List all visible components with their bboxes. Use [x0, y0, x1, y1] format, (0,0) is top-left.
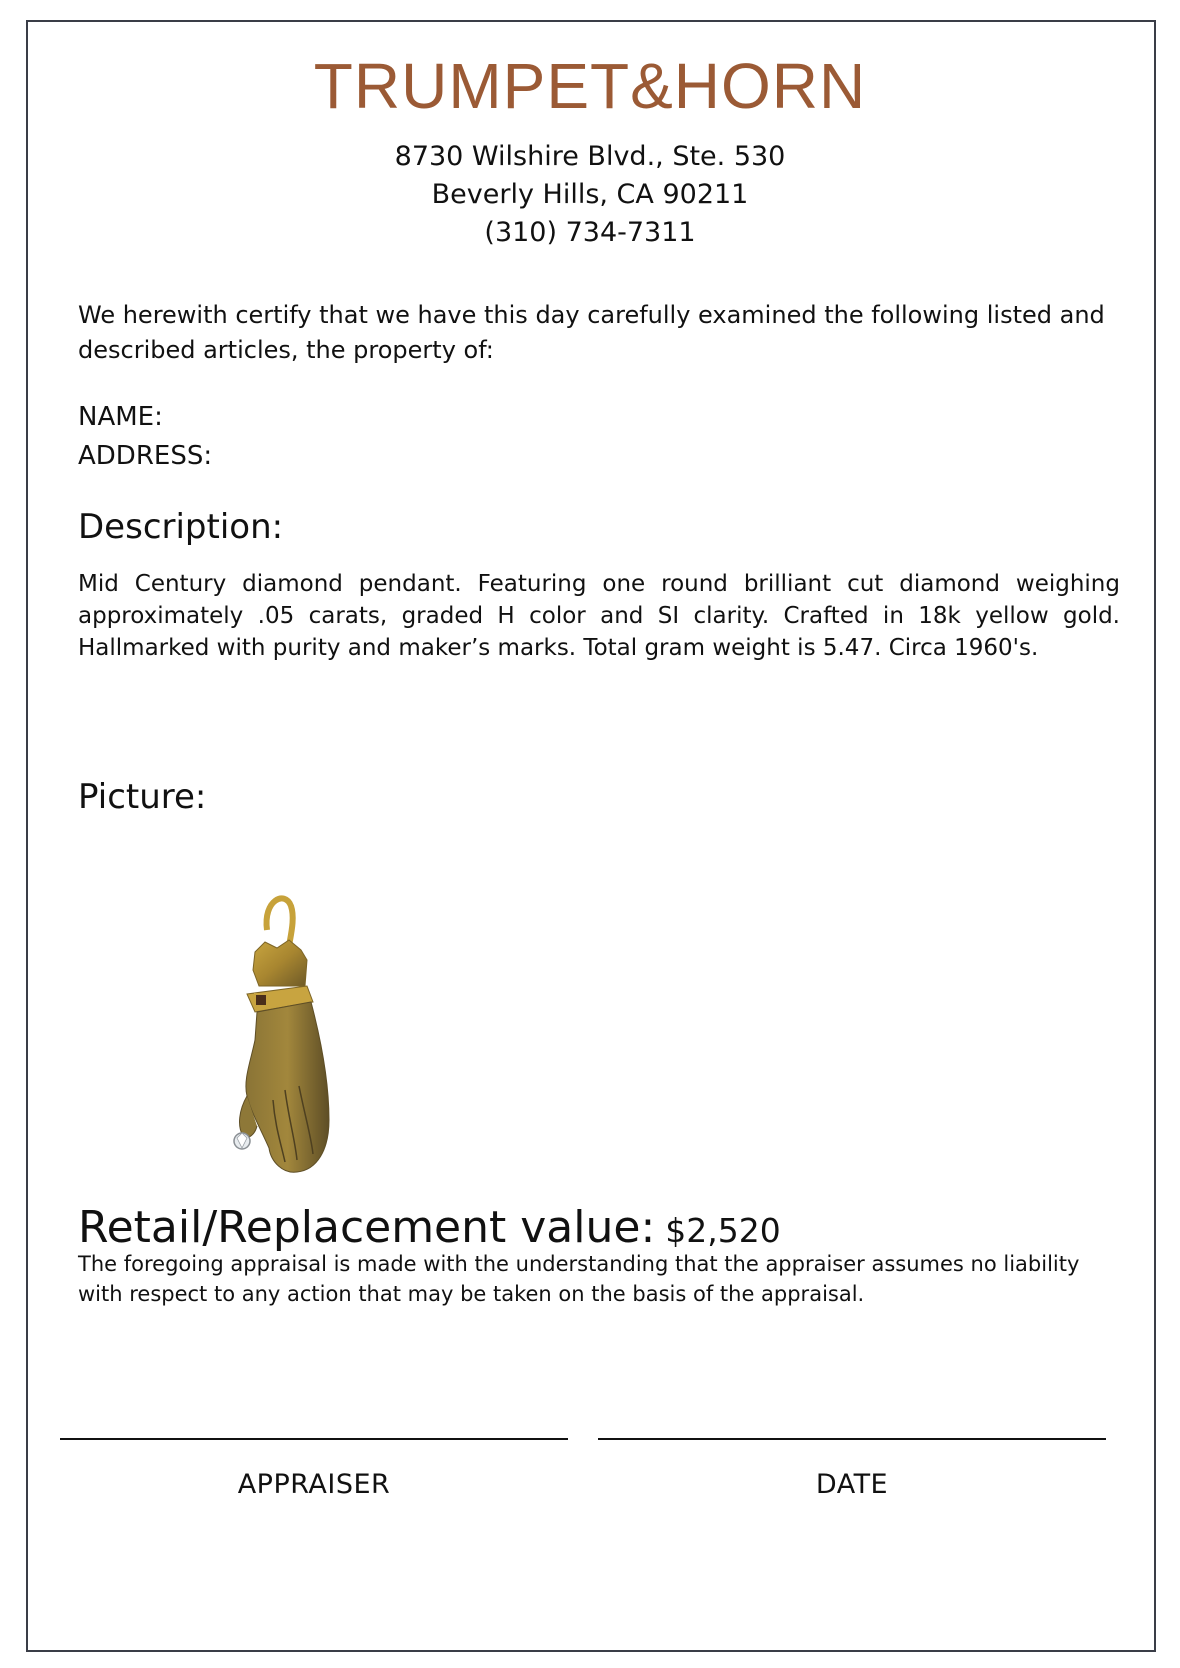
disclaimer-text: The foregoing appraisal is made with the understanding that the appraiser assumes no liability with respect to any action that may be taken on the basis of the appraisal.	[78, 1252, 1080, 1306]
pendant-photo	[225, 890, 385, 1190]
certification-statement: We herewith certify that we have this day carefully examined the following listed and described articles, the property of:	[78, 301, 1105, 364]
description-heading: Description:	[78, 507, 284, 547]
phone-number: (310) 734-7311	[484, 217, 696, 248]
picture-heading: Picture:	[78, 777, 207, 817]
retail-value-label: Retail/Replacement value:	[78, 1202, 656, 1253]
address-line-city: Beverly Hills, CA 90211	[431, 179, 749, 210]
date-signature-line	[598, 1438, 1106, 1440]
address-line-street: 8730 Wilshire Blvd., Ste. 530	[394, 141, 786, 172]
date-label: DATE	[815, 1469, 889, 1500]
certificate-frame	[26, 20, 1156, 1652]
appraiser-label: APPRAISER	[237, 1469, 391, 1500]
brand-logo: TRUMPET&HORN	[313, 50, 867, 122]
company-address-block	[0, 138, 1180, 252]
description-text: Mid Century diamond pendant. Featuring one round brilliant cut diamond weighing approximately .05 carats, graded H color and SI clarity. Crafted in 18k yellow gold. Hallmarked with purity and maker’s marks. Total gram weight is 5.47. Circa 1960's.	[78, 571, 1120, 661]
address-field-label: ADDRESS:	[78, 441, 213, 471]
appraiser-signature-line	[60, 1438, 568, 1440]
retail-value-amount: $2,520	[665, 1211, 781, 1250]
name-field-label: NAME:	[78, 402, 163, 432]
